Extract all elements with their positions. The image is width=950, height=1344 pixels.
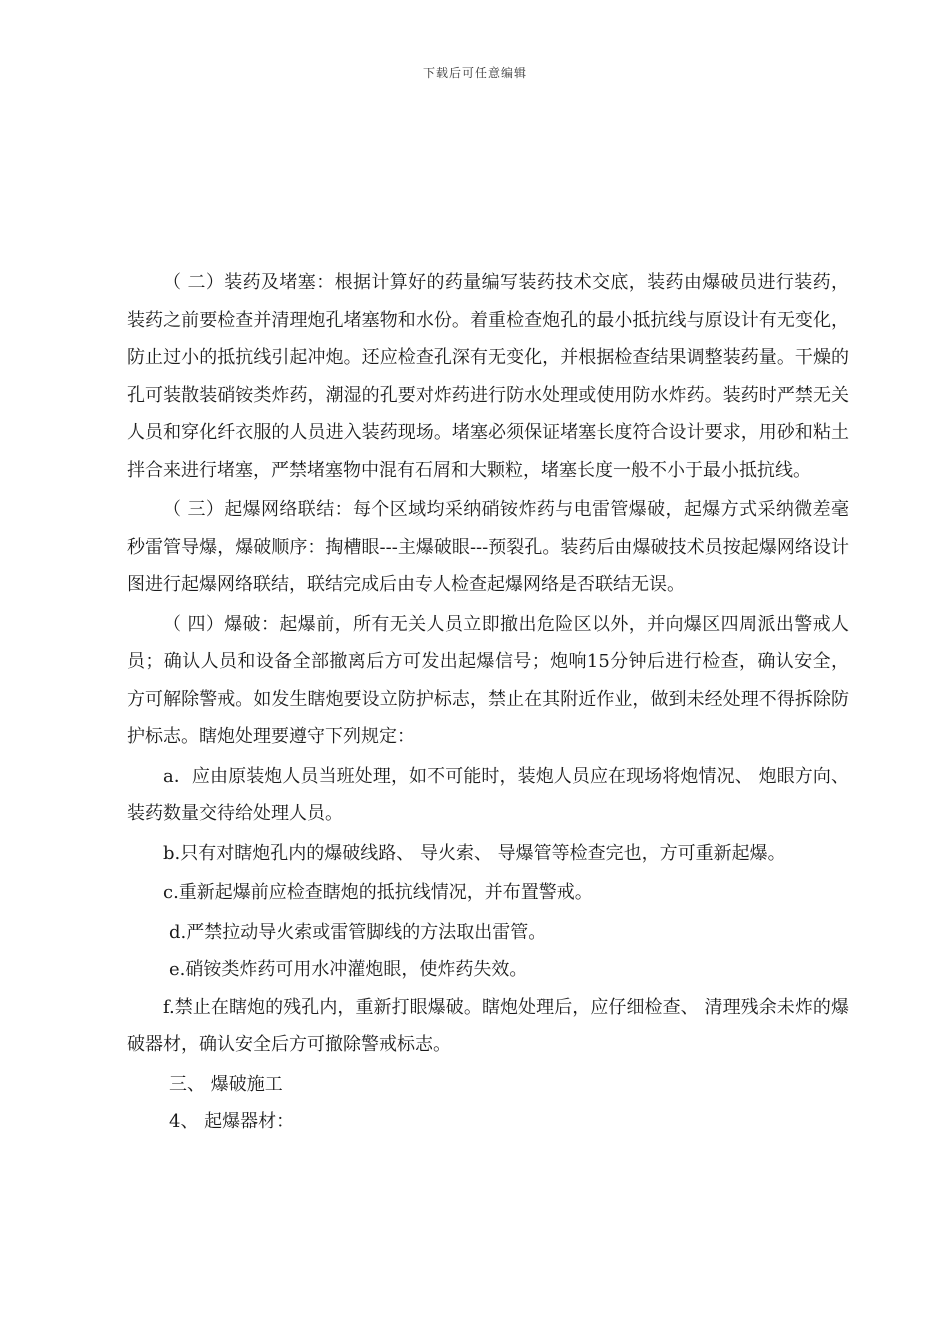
document-body [127,264,849,1141]
list-item-a: a．应由原装炮人员当班处理，如不可能时，装炮人员应在现场将炮情况、 炮眼方向、 装药数量交待给处理人员。 [127,765,849,824]
paragraph-charging-and-stemming: （ 二）装药及堵塞：根据计算好的药量编写装药技术交底，装药由爆破员进行装药，装药之前要检查并清理炮孔堵塞物和水份。着重检查炮孔的最小抵抗线与原设计有无变化，防止过小的抵抗线引起冲炮。还应检查孔深有无变化，并根据检查结果调整装药量。干燥的孔可装散装硝铵类炸药，潮湿的孔要对炸药进行防水处理或使用防水炸药。装药时严禁无关人员和穿化纤衣服的人员进入装药现场。堵塞必须保证堵塞长度符合设计要求，用砂和粘土拌合来进行堵塞，严禁堵塞物中混有石屑和大颗粒，堵塞长度一般不小于最小抵抗线。 [127,272,849,481]
list-item-c: c.重新起爆前应检查瞎炮的抵抗线情况，并布置警戒。 [163,882,593,903]
list-item-e: e.硝铵类炸药可用水冲灌炮眼，使炸药失效。 [169,959,528,980]
paragraph-initiation-network: （ 三）起爆网络联结：每个区域均采纳硝铵炸药与电雷管爆破，起爆方式采纳微差毫秒雷管导爆，爆破顺序：掏槽眼---主爆破眼---预裂孔。装药后由爆破技术员按起爆网络设计图进行起爆网络联结，联结完成后由专人检查起爆网络是否联结无误。 [127,499,849,595]
paragraph-blasting: （ 四）爆破：起爆前，所有无关人员立即撤出危险区以外，并向爆区四周派出警戒人员；确认人员和设备全部撤离后方可发出起爆信号；炮响15分钟后进行检查，确认安全，方可解除警戒。如发生瞎炮要设立防护标志，禁止在其附近作业，做到未经处理不得拆除防护标志。瞎炮处理要遵守下列规定： [127,613,849,747]
page-header: 下载后可任意编辑 [422,66,527,80]
list-item-f: f.禁止在瞎炮的残孔内，重新打眼爆破。瞎炮处理后，应仔细检查、 清理残余未炸的爆破器材，确认安全后方可撤除警戒标志。 [127,996,849,1055]
list-item-d: d.严禁拉动导火索或雷管脚线的方法取出雷管。 [169,921,547,943]
section-heading-initiation-materials: 4、 起爆器材： [169,1111,295,1132]
section-heading-blasting-construction: 三、 爆破施工 [169,1073,283,1095]
list-item-b: b.只有对瞎炮孔内的爆破线路、 导火索、 导爆管等检查完也，方可重新起爆。 [163,842,786,864]
